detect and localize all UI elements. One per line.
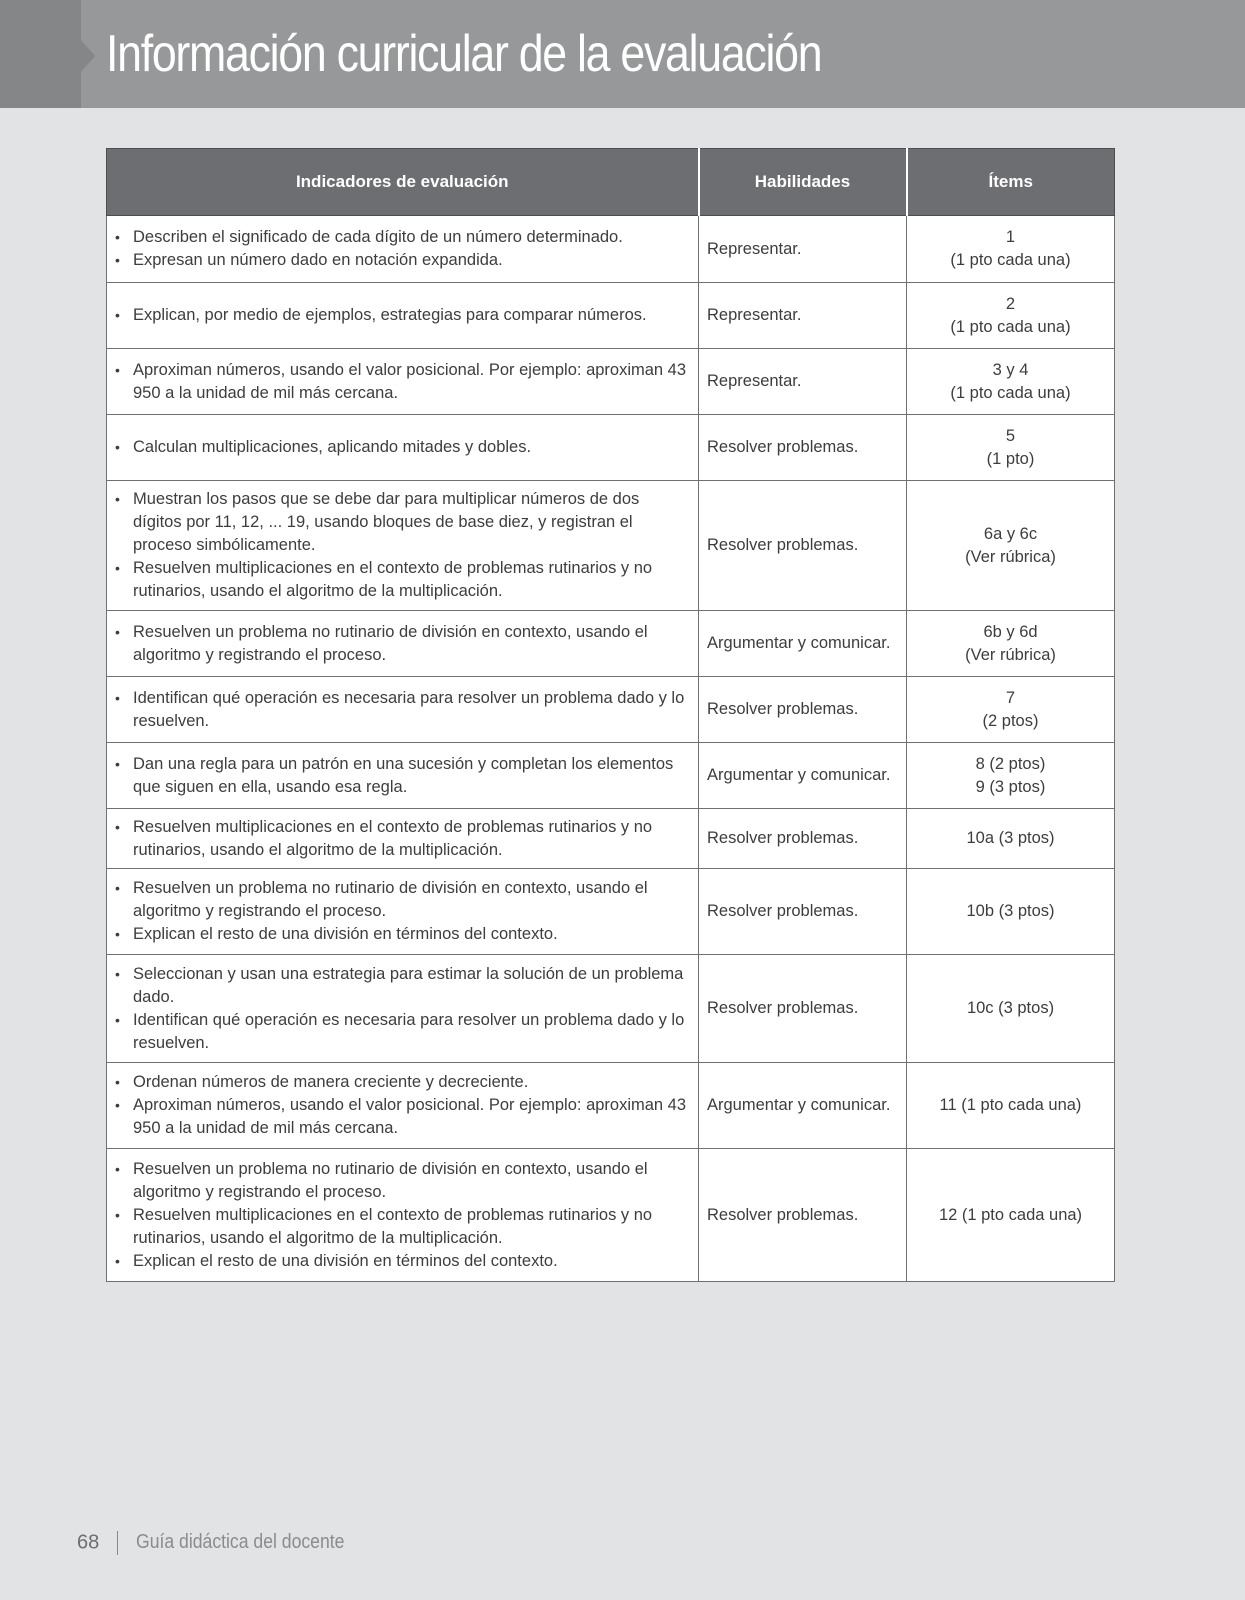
indicator-item: • Ordenan números de manera creciente y decreciente. <box>115 1071 690 1094</box>
items-cell <box>907 809 1115 869</box>
items-cell <box>907 481 1115 611</box>
indicators-cell <box>107 216 699 283</box>
table-header-row <box>107 149 1115 216</box>
indicator-item: • Resuelven un problema no rutinario de división en contexto, usando el algoritmo y registrando el proceso. <box>115 877 690 923</box>
curriculum-table <box>106 148 1115 1282</box>
table-row <box>107 677 1115 743</box>
indicator-list <box>115 877 690 946</box>
items-cell <box>907 216 1115 283</box>
table-row <box>107 349 1115 415</box>
item-line: (2 ptos) <box>982 711 1039 730</box>
indicators-cell <box>107 611 699 677</box>
indicator-list <box>115 304 690 327</box>
indicator-item: • Muestran los pasos que se debe dar para multiplicar números de dos dígitos por 11, 12, ... 19, usando bloques de base diez, y registran el proceso simbólicamente. <box>115 488 690 557</box>
items-cell <box>907 869 1115 955</box>
page-header <box>0 0 1245 108</box>
item-line: 3 y 4 <box>992 360 1029 379</box>
items-cell <box>907 611 1115 677</box>
items-cell <box>907 1063 1115 1149</box>
skill-cell: Argumentar y comunicar. <box>699 743 907 809</box>
skill-cell: Representar. <box>699 283 907 349</box>
item-line: (1 pto cada una) <box>950 317 1071 336</box>
item-line: 7 <box>1005 688 1016 707</box>
indicator-item: • Explican el resto de una división en términos del contexto. <box>115 923 690 946</box>
column-header-skills: Habilidades <box>699 149 907 216</box>
indicator-item: • Expresan un número dado en notación expandida. <box>115 249 690 272</box>
indicators-cell <box>107 809 699 869</box>
indicator-item: • Resuelven multiplicaciones en el contexto de problemas rutinarios y no rutinarios, usando el algoritmo de la multiplicación. <box>115 816 690 862</box>
item-line: (Ver rúbrica) <box>965 645 1056 664</box>
column-header-items: Ítems <box>907 149 1115 216</box>
item-line: 10c (3 ptos) <box>966 999 1055 1017</box>
indicator-list <box>115 753 690 799</box>
indicators-cell <box>107 481 699 611</box>
table-row <box>107 415 1115 481</box>
header-arrow-icon <box>81 40 95 72</box>
indicator-item: • Aproximan números, usando el valor posicional. Por ejemplo: aproximan 43 950 a la unidad de mil más cercana. <box>115 1094 690 1140</box>
indicators-cell <box>107 869 699 955</box>
table-row <box>107 1149 1115 1282</box>
indicator-list <box>115 488 690 603</box>
indicator-item: • Explican el resto de una división en términos del contexto. <box>115 1250 690 1273</box>
table-row <box>107 869 1115 955</box>
table-row <box>107 611 1115 677</box>
indicator-list <box>115 436 690 459</box>
items-cell <box>907 677 1115 743</box>
item-line: (1 pto cada una) <box>950 383 1071 402</box>
indicator-item: • Aproximan números, usando el valor posicional. Por ejemplo: aproximan 43 950 a la unidad de mil más cercana. <box>115 359 690 405</box>
page-number: 68 <box>77 1531 100 1554</box>
items-cell <box>907 1149 1115 1282</box>
indicator-item: • Explican, por medio de ejemplos, estrategias para comparar números. <box>115 304 690 327</box>
skill-cell: Representar. <box>699 349 907 415</box>
item-line: 9 (3 ptos) <box>975 777 1046 796</box>
skill-cell: Resolver problemas. <box>699 481 907 611</box>
items-cell <box>907 349 1115 415</box>
indicator-item: • Resuelven un problema no rutinario de división en contexto, usando el algoritmo y registrando el proceso. <box>115 1158 690 1204</box>
indicator-item: • Seleccionan y usan una estrategia para estimar la solución de un problema dado. <box>115 963 690 1009</box>
indicators-cell <box>107 415 699 481</box>
indicator-item: • Resuelven multiplicaciones en el contexto de problemas rutinarios y no rutinarios, usando el algoritmo de la multiplicación. <box>115 557 690 603</box>
indicator-list <box>115 1158 690 1273</box>
table-row <box>107 216 1115 283</box>
table-row <box>107 955 1115 1063</box>
header-tab-block <box>0 0 81 108</box>
table-row <box>107 481 1115 611</box>
items-cell <box>907 283 1115 349</box>
items-cell <box>907 415 1115 481</box>
indicator-item: • Resuelven un problema no rutinario de división en contexto, usando el algoritmo y registrando el proceso. <box>115 621 690 667</box>
skill-cell: Resolver problemas. <box>699 1149 907 1282</box>
indicator-list <box>115 687 690 733</box>
item-line: 2 <box>1005 294 1016 313</box>
page-title: Información curricular de la evaluación <box>106 25 822 83</box>
footer-guide-title: Guía didáctica del docente <box>136 1531 345 1554</box>
indicator-item: • Identifican qué operación es necesaria para resolver un problema dado y lo resuelven. <box>115 1009 690 1055</box>
item-line: 5 <box>1005 426 1016 445</box>
skill-cell: Resolver problemas. <box>699 869 907 955</box>
indicator-list <box>115 963 690 1055</box>
skill-cell: Resolver problemas. <box>699 955 907 1063</box>
items-cell <box>907 955 1115 1063</box>
indicator-item: • Identifican qué operación es necesaria para resolver un problema dado y lo resuelven. <box>115 687 690 733</box>
indicator-list <box>115 621 690 667</box>
items-cell <box>907 743 1115 809</box>
item-line: (Ver rúbrica) <box>965 547 1056 566</box>
table-row <box>107 809 1115 869</box>
footer-divider <box>117 1531 118 1555</box>
indicators-cell <box>107 1063 699 1149</box>
indicators-cell <box>107 677 699 743</box>
item-line: 1 <box>1005 228 1016 246</box>
indicator-item: • Dan una regla para un patrón en una sucesión y completan los elementos que siguen en ella, usando esa regla. <box>115 753 690 799</box>
table-row <box>107 1063 1115 1149</box>
indicator-list <box>115 816 690 862</box>
item-line: 11 (1 pto cada una) <box>939 1096 1082 1114</box>
indicator-list <box>115 1071 690 1140</box>
indicators-cell <box>107 349 699 415</box>
skill-cell: Resolver problemas. <box>699 677 907 743</box>
indicators-cell <box>107 743 699 809</box>
indicator-item: • Describen el significado de cada dígito de un número determinado. <box>115 226 690 249</box>
item-line: 12 (1 pto cada una) <box>938 1205 1083 1224</box>
item-line: 6a y 6c <box>983 524 1038 543</box>
indicator-list <box>115 359 690 405</box>
skill-cell: Representar. <box>699 216 907 283</box>
table-row <box>107 743 1115 809</box>
indicator-item: • Resuelven multiplicaciones en el contexto de problemas rutinarios y no rutinarios, usando el algoritmo de la multiplicación. <box>115 1204 690 1250</box>
skill-cell: Argumentar y comunicar. <box>699 1063 907 1149</box>
skill-cell: Resolver problemas. <box>699 415 907 481</box>
indicator-list <box>115 226 690 272</box>
indicators-cell <box>107 283 699 349</box>
item-line: 8 (2 ptos) <box>975 754 1046 773</box>
indicator-item: • Calculan multiplicaciones, aplicando mitades y dobles. <box>115 436 690 459</box>
item-line: (1 pto cada una) <box>950 251 1071 269</box>
item-line: 10a (3 ptos) <box>966 829 1055 847</box>
item-line: (1 pto) <box>986 449 1035 468</box>
table-row <box>107 283 1115 349</box>
skill-cell: Argumentar y comunicar. <box>699 611 907 677</box>
page-footer <box>77 1531 373 1555</box>
item-line: 6b y 6d <box>983 622 1038 641</box>
skill-cell: Resolver problemas. <box>699 809 907 869</box>
indicators-cell <box>107 955 699 1063</box>
table-body <box>107 216 1115 1282</box>
column-header-indicators: Indicadores de evaluación <box>107 149 699 216</box>
item-line: 10b (3 ptos) <box>966 902 1055 920</box>
indicators-cell <box>107 1149 699 1282</box>
